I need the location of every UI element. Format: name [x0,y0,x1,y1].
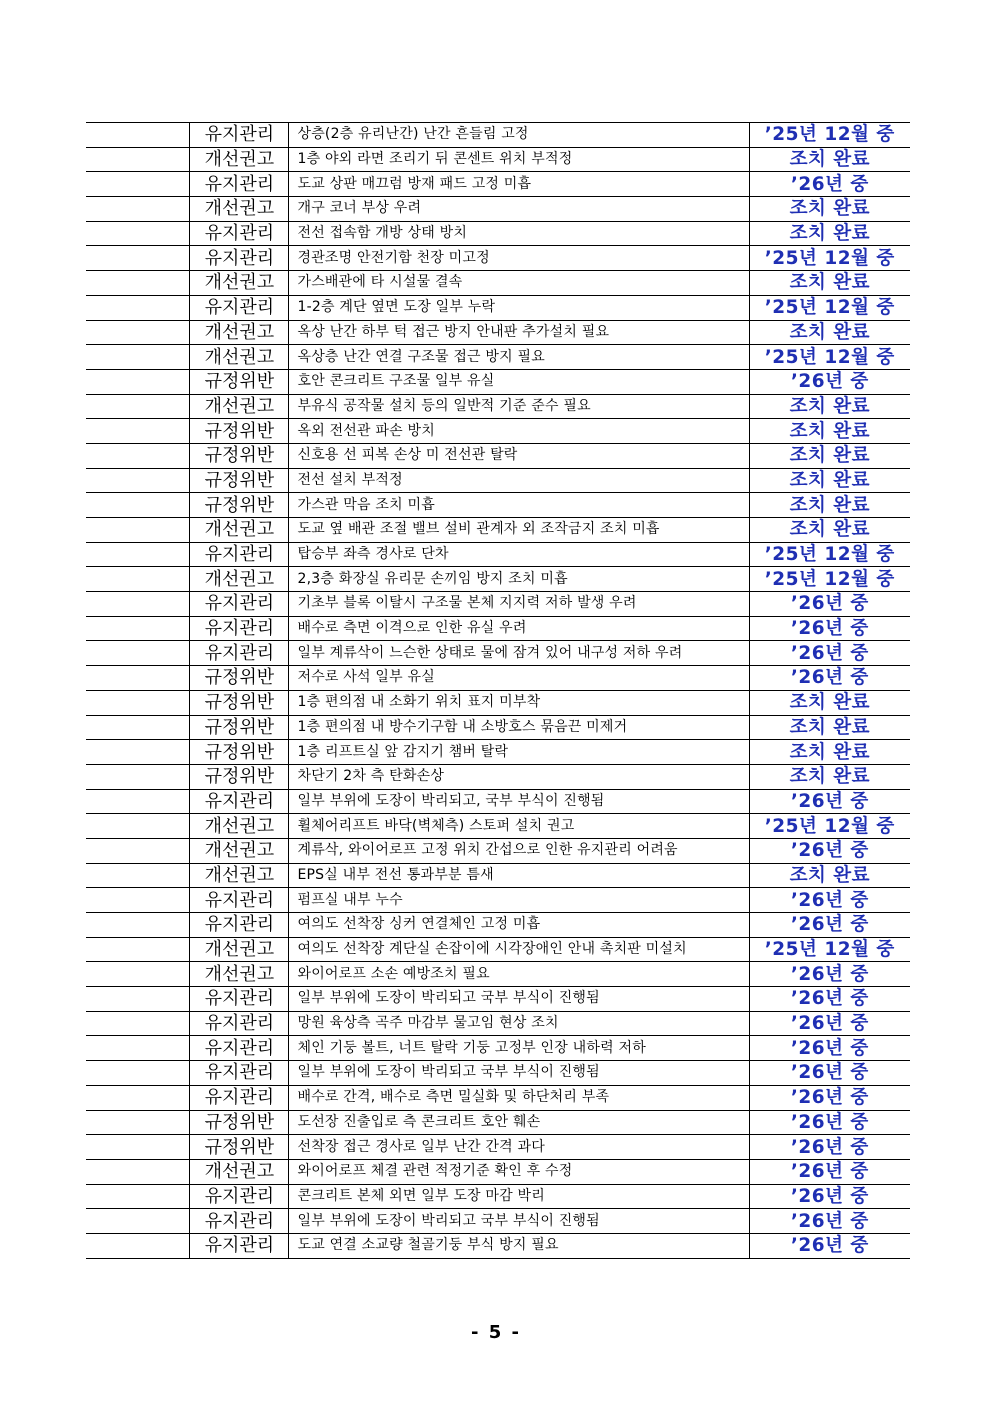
row-status: 조치 완료 [749,493,910,518]
row-category: 규정위반 [190,493,289,518]
row-category: 유지관리 [190,1209,289,1234]
table-row [86,123,910,148]
row-status: ’25년 12월 중 [749,567,910,592]
row-content: 1층 편의점 내 방수기구함 내 소방호스 묶음끈 미제거 [289,715,749,740]
row-category: 유지관리 [190,1233,289,1258]
row-category: 개선권고 [190,394,289,419]
row-category: 유지관리 [190,542,289,567]
row-category: 규정위반 [190,443,289,468]
row-content: 기초부 블록 이탈시 구조물 본체 지지력 저하 발생 우려 [289,592,749,617]
row-status: ’26년 중 [749,987,910,1012]
row-category: 유지관리 [190,172,289,197]
empty-left-cell [86,1036,190,1061]
row-content: 계류삭, 와이어로프 고정 위치 간섭으로 인한 유지관리 어려움 [289,838,749,863]
row-status: ’25년 12월 중 [749,814,910,839]
row-content: 도교 상판 매끄럼 방재 패드 고정 미흡 [289,172,749,197]
row-category: 규정위반 [190,715,289,740]
empty-left-cell [86,1233,190,1258]
row-category: 규정위반 [190,764,289,789]
empty-left-cell [86,493,190,518]
row-status: ’26년 중 [749,1184,910,1209]
row-content: 망원 육상측 곡주 마감부 물고임 현상 조치 [289,1011,749,1036]
row-status: ’25년 12월 중 [749,295,910,320]
empty-left-cell [86,221,190,246]
table-row [86,814,910,839]
row-content: 옥상 난간 하부 턱 접근 방지 안내판 추가설치 필요 [289,320,749,345]
row-content: 여의도 선착장 싱커 연결체인 고정 미흡 [289,913,749,938]
row-status: 조치 완료 [749,518,910,543]
empty-left-cell [86,271,190,296]
row-content: 일부 부위에 도장이 박리되고 국부 부식이 진행됨 [289,1209,749,1234]
empty-left-cell [86,1061,190,1086]
row-status: 조치 완료 [749,443,910,468]
row-content: 도선장 진출입로 측 콘크리트 호안 훼손 [289,1110,749,1135]
row-category: 유지관리 [190,913,289,938]
table-row [86,147,910,172]
empty-left-cell [86,937,190,962]
row-status: ’26년 중 [749,1036,910,1061]
row-status: ’26년 중 [749,1061,910,1086]
row-content: 휠체어리프트 바닥(벽체측) 스토퍼 설치 권고 [289,814,749,839]
row-category: 규정위반 [190,690,289,715]
empty-left-cell [86,888,190,913]
empty-left-cell [86,443,190,468]
empty-left-cell [86,616,190,641]
inspection-table [86,122,910,1259]
row-category: 유지관리 [190,616,289,641]
table-row [86,295,910,320]
row-status: 조치 완료 [749,147,910,172]
table-row [86,913,910,938]
empty-left-cell [86,468,190,493]
empty-left-cell [86,592,190,617]
row-status: ’26년 중 [749,616,910,641]
row-status: ’26년 중 [749,1135,910,1160]
table-row [86,838,910,863]
row-status: 조치 완료 [749,690,910,715]
row-content: 호안 콘크리트 구조물 일부 유실 [289,369,749,394]
row-category: 유지관리 [190,1085,289,1110]
table-row [86,1233,910,1258]
row-content: 1층 편의점 내 소화기 위치 표지 미부착 [289,690,749,715]
row-status: ’26년 중 [749,592,910,617]
table-row [86,345,910,370]
row-category: 규정위반 [190,1110,289,1135]
table-row [86,937,910,962]
row-content: 일부 부위에 도장이 박리되고 국부 부식이 진행됨 [289,1061,749,1086]
empty-left-cell [86,764,190,789]
table-row [86,592,910,617]
table-row [86,221,910,246]
empty-left-cell [86,542,190,567]
row-content: 개구 코너 부상 우려 [289,197,749,222]
row-category: 유지관리 [190,789,289,814]
table-row [86,616,910,641]
row-category: 유지관리 [190,1061,289,1086]
row-content: 선착장 접근 경사로 일부 난간 간격 과다 [289,1135,749,1160]
table-row [86,1209,910,1234]
table-row [86,863,910,888]
table-row [86,740,910,765]
row-category: 규정위반 [190,666,289,691]
table-row [86,246,910,271]
row-category: 규정위반 [190,1135,289,1160]
table-row [86,1085,910,1110]
empty-left-cell [86,913,190,938]
row-status: 조치 완료 [749,197,910,222]
empty-left-cell [86,567,190,592]
row-category: 개선권고 [190,518,289,543]
row-status: 조치 완료 [749,468,910,493]
row-content: 전선 접속함 개방 상태 방치 [289,221,749,246]
row-status: ’26년 중 [749,1110,910,1135]
table-row [86,1159,910,1184]
row-status: 조치 완료 [749,271,910,296]
table-row [86,443,910,468]
row-category: 유지관리 [190,1184,289,1209]
row-status: ’26년 중 [749,1085,910,1110]
table-row [86,197,910,222]
row-content: 경관조명 안전기함 천장 미고정 [289,246,749,271]
table-body [86,123,910,1259]
table-row [86,666,910,691]
row-status: ’26년 중 [749,369,910,394]
row-content: 상층(2층 유리난간) 난간 흔들림 고정 [289,123,749,148]
row-content: 옥외 전선관 파손 방치 [289,419,749,444]
row-content: 부유식 공작물 설치 등의 일반적 기준 준수 필요 [289,394,749,419]
table-row [86,518,910,543]
table-row [86,468,910,493]
row-status: 조치 완료 [749,863,910,888]
row-category: 개선권고 [190,838,289,863]
page-number: - 5 - [471,1322,521,1343]
row-category: 개선권고 [190,863,289,888]
table-row [86,320,910,345]
row-content: 펌프실 내부 누수 [289,888,749,913]
empty-left-cell [86,987,190,1012]
empty-left-cell [86,1110,190,1135]
row-category: 유지관리 [190,592,289,617]
row-category: 개선권고 [190,197,289,222]
empty-left-cell [86,1159,190,1184]
row-status: ’25년 12월 중 [749,345,910,370]
row-status: 조치 완료 [749,740,910,765]
row-status: 조치 완료 [749,764,910,789]
row-status: ’26년 중 [749,913,910,938]
table-row [86,888,910,913]
row-category: 개선권고 [190,271,289,296]
row-content: 탑승부 좌측 경사로 단차 [289,542,749,567]
row-category: 유지관리 [190,295,289,320]
row-status: 조치 완료 [749,394,910,419]
row-status: ’26년 중 [749,962,910,987]
row-category: 유지관리 [190,221,289,246]
empty-left-cell [86,863,190,888]
row-status: ’26년 중 [749,1233,910,1258]
row-content: 체인 기둥 볼트, 너트 탈락 기둥 고정부 인장 내하력 저하 [289,1036,749,1061]
row-status: 조치 완료 [749,715,910,740]
empty-left-cell [86,1011,190,1036]
empty-left-cell [86,147,190,172]
table-row [86,690,910,715]
row-category: 유지관리 [190,123,289,148]
table-row [86,962,910,987]
row-status: ’26년 중 [749,641,910,666]
empty-left-cell [86,715,190,740]
row-status: ’26년 중 [749,1159,910,1184]
row-content: 전선 설치 부적정 [289,468,749,493]
row-status: 조치 완료 [749,221,910,246]
empty-left-cell [86,814,190,839]
row-category: 개선권고 [190,345,289,370]
row-content: 일부 부위에 도장이 박리되고 국부 부식이 진행됨 [289,987,749,1012]
row-content: 배수로 간격, 배수로 측면 밀실화 및 하단처리 부족 [289,1085,749,1110]
row-category: 개선권고 [190,937,289,962]
empty-left-cell [86,295,190,320]
row-status: 조치 완료 [749,419,910,444]
empty-left-cell [86,123,190,148]
empty-left-cell [86,419,190,444]
table-row [86,764,910,789]
row-category: 개선권고 [190,567,289,592]
row-category: 개선권고 [190,1159,289,1184]
empty-left-cell [86,789,190,814]
row-status: ’26년 중 [749,1011,910,1036]
table-row [86,1135,910,1160]
row-category: 규정위반 [190,740,289,765]
row-category: 규정위반 [190,419,289,444]
row-content: 1층 야외 라면 조리기 뒤 콘센트 위치 부적정 [289,147,749,172]
row-content: 차단기 2차 측 탄화손상 [289,764,749,789]
empty-left-cell [86,838,190,863]
row-status: ’25년 12월 중 [749,123,910,148]
empty-left-cell [86,394,190,419]
table-row [86,641,910,666]
empty-left-cell [86,197,190,222]
row-content: EPS실 내부 전선 통과부분 틈새 [289,863,749,888]
row-content: 콘크리트 본체 외면 일부 도장 마감 박리 [289,1184,749,1209]
row-status: ’26년 중 [749,666,910,691]
table-row [86,1011,910,1036]
empty-left-cell [86,345,190,370]
table-row [86,542,910,567]
table-row [86,172,910,197]
row-content: 1층 리프트실 앞 감지기 챔버 탈락 [289,740,749,765]
empty-left-cell [86,1085,190,1110]
row-status: ’26년 중 [749,838,910,863]
empty-left-cell [86,740,190,765]
table-row [86,1061,910,1086]
row-content: 신호용 선 피복 손상 미 전선관 탈락 [289,443,749,468]
empty-left-cell [86,962,190,987]
row-category: 유지관리 [190,641,289,666]
row-category: 규정위반 [190,369,289,394]
empty-left-cell [86,666,190,691]
empty-left-cell [86,172,190,197]
row-category: 유지관리 [190,987,289,1012]
row-category: 규정위반 [190,468,289,493]
table-row [86,1110,910,1135]
row-status: ’26년 중 [749,172,910,197]
row-content: 배수로 측면 이격으로 인한 유실 우려 [289,616,749,641]
row-category: 유지관리 [190,246,289,271]
row-status: ’25년 12월 중 [749,246,910,271]
empty-left-cell [86,690,190,715]
table-row [86,987,910,1012]
row-status: 조치 완료 [749,320,910,345]
empty-left-cell [86,369,190,394]
row-category: 유지관리 [190,888,289,913]
empty-left-cell [86,1184,190,1209]
row-content: 가스관 막음 조치 미흡 [289,493,749,518]
table-row [86,715,910,740]
row-status: ’25년 12월 중 [749,937,910,962]
row-content: 도교 옆 배관 조절 밸브 설비 관계자 외 조작금지 조치 미흡 [289,518,749,543]
row-category: 개선권고 [190,147,289,172]
empty-left-cell [86,1209,190,1234]
row-status: ’26년 중 [749,789,910,814]
table-row [86,369,910,394]
table-row [86,789,910,814]
row-content: 여의도 선착장 계단실 손잡이에 시각장애인 안내 촉치판 미설치 [289,937,749,962]
row-category: 개선권고 [190,814,289,839]
row-content: 와이어로프 체결 관련 적정기준 확인 후 수정 [289,1159,749,1184]
table-row [86,394,910,419]
row-content: 도교 연결 소교량 철골기둥 부식 방지 필요 [289,1233,749,1258]
row-category: 유지관리 [190,1011,289,1036]
row-category: 개선권고 [190,320,289,345]
row-content: 옥상층 난간 연결 구조물 접근 방지 필요 [289,345,749,370]
empty-left-cell [86,320,190,345]
table-row [86,1036,910,1061]
empty-left-cell [86,1135,190,1160]
empty-left-cell [86,518,190,543]
empty-left-cell [86,641,190,666]
row-content: 1-2층 계단 옆면 도장 일부 누락 [289,295,749,320]
table-row [86,419,910,444]
row-content: 가스배관에 타 시설물 결속 [289,271,749,296]
row-category: 유지관리 [190,1036,289,1061]
row-category: 개선권고 [190,962,289,987]
row-content: 일부 계류삭이 느슨한 상태로 물에 잠겨 있어 내구성 저하 우려 [289,641,749,666]
empty-left-cell [86,246,190,271]
table-row [86,567,910,592]
row-status: ’26년 중 [749,888,910,913]
row-content: 와이어로프 소손 예방조치 필요 [289,962,749,987]
row-status: ’25년 12월 중 [749,542,910,567]
table-row [86,271,910,296]
row-content: 저수로 사석 일부 유실 [289,666,749,691]
row-content: 일부 부위에 도장이 박리되고, 국부 부식이 진행됨 [289,789,749,814]
row-status: ’26년 중 [749,1209,910,1234]
table-row [86,1184,910,1209]
row-content: 2,3층 화장실 유리문 손끼임 방지 조치 미흡 [289,567,749,592]
table-row [86,493,910,518]
